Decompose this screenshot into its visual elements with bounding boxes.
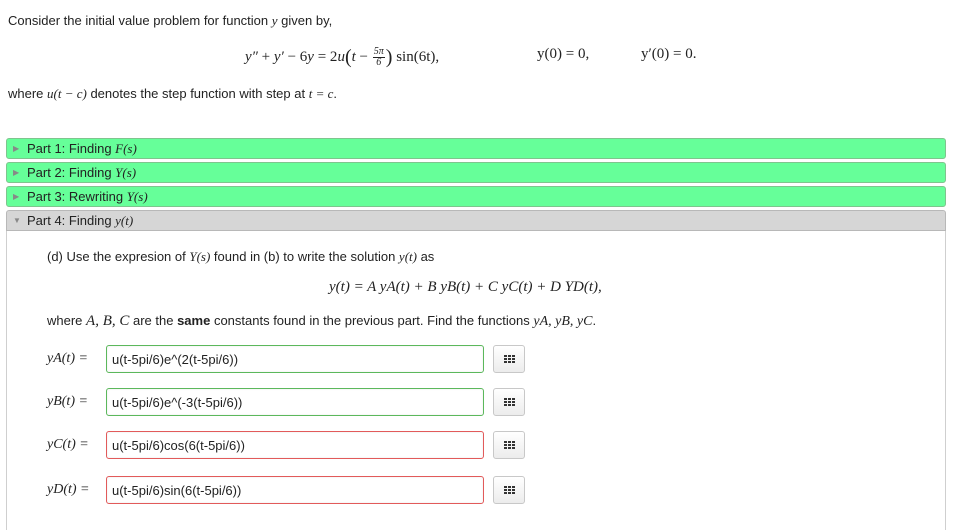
constants-bold: same (177, 313, 211, 328)
triangle-right-icon: ▶ (13, 192, 20, 201)
where-expr: u(t − c) (47, 86, 87, 101)
answer-row-yc (47, 431, 527, 461)
y-term: y (307, 49, 314, 65)
answer-label-ya: yA(t) = (47, 351, 88, 366)
part-4-math: y(t) (115, 212, 134, 228)
part-4-body (6, 231, 946, 530)
paren-open: ( (344, 46, 352, 68)
part-2-math: Y(s) (115, 164, 137, 180)
fraction-denominator: 6 (376, 56, 382, 68)
constants-note (47, 313, 596, 330)
answer-row-ya (47, 345, 527, 375)
step-function-u: u (337, 49, 345, 65)
intro-prefix: Consider the initial value problem for function (8, 13, 272, 28)
question-Ys: Y(s) (189, 249, 211, 264)
question-mid: found in (b) to write the solution (210, 249, 399, 264)
paren-close: ) (385, 46, 393, 68)
constants-suffix: constants found in the previous part. Find the functions (210, 313, 534, 328)
part-1-header[interactable] (6, 138, 946, 159)
initial-condition-y: y(0) = 0, (537, 46, 590, 62)
eq-equals-two: = 2 (313, 49, 338, 65)
part-2-label (27, 165, 136, 181)
part-3-math: Y(s) (126, 188, 148, 204)
eq-minus-six: − 6 (283, 49, 308, 65)
intro-suffix: given by, (277, 13, 333, 28)
answer-input-yc[interactable] (106, 431, 484, 459)
matrix-grid-icon (504, 441, 515, 449)
answer-input-yb[interactable] (106, 388, 484, 416)
triangle-right-icon: ▶ (13, 144, 20, 153)
y-second-derivative: y″ (245, 49, 258, 65)
constants-prefix: where (47, 313, 87, 328)
eq-plus: + (257, 49, 274, 65)
eq-minus: − (355, 49, 372, 65)
where-middle: denotes the step function with step at (86, 86, 309, 101)
matrix-button-yc[interactable] (493, 431, 525, 459)
solution-equation: y(t) = A yA(t) + B yB(t) + C yC(t) + D YD(t), (329, 279, 602, 295)
constants-end: . (592, 313, 597, 328)
matrix-grid-icon (504, 398, 515, 406)
fraction-numerator: 5π (373, 45, 384, 57)
y-first-derivative: y′ (273, 49, 284, 65)
initial-condition-yprime: y′(0) = 0. (641, 46, 697, 62)
where-prefix: where (8, 86, 48, 101)
part-2-header[interactable] (6, 162, 946, 183)
part-3-text: Part 3: Rewriting (27, 188, 127, 204)
question-yt: y(t) (398, 249, 417, 264)
question-suffix: as (416, 249, 435, 264)
where-suffix: . (333, 86, 337, 101)
part-4-label (27, 213, 133, 229)
where-eq: t = c (308, 86, 334, 101)
answer-label-yb: yB(t) = (47, 394, 88, 409)
matrix-grid-icon (504, 486, 515, 494)
fraction-5pi-6 (373, 47, 385, 68)
intro-var: y (271, 13, 278, 28)
answer-row-yd (47, 476, 527, 506)
matrix-grid-icon (504, 355, 515, 363)
part-1-math: F(s) (115, 140, 137, 156)
triangle-down-icon: ▼ (13, 216, 21, 225)
matrix-button-yb[interactable] (493, 388, 525, 416)
problem-intro (8, 13, 332, 29)
answer-input-yd[interactable] (106, 476, 484, 504)
triangle-right-icon: ▶ (13, 168, 20, 177)
answer-label-yc: yC(t) = (47, 437, 89, 452)
part-1-label (27, 141, 137, 157)
answer-input-ya[interactable] (106, 345, 484, 373)
answer-label-yd: yD(t) = (47, 482, 90, 497)
part-1-text: Part 1: Finding (27, 140, 116, 156)
functions-list: yA, yB, yC (533, 314, 593, 329)
part-2-text: Part 2: Finding (27, 164, 116, 180)
sine-term: sin(6t), (392, 49, 440, 65)
question-prefix: (d) Use the expresion of (47, 249, 190, 264)
part-4-text: Part 4: Finding (27, 212, 116, 228)
differential-equation (0, 46, 956, 76)
part-3-header[interactable] (6, 186, 946, 207)
question-text (47, 249, 434, 265)
part-4-header[interactable] (6, 210, 946, 231)
constants-mid: are the (129, 313, 178, 328)
matrix-button-ya[interactable] (493, 345, 525, 373)
part-3-label (27, 189, 148, 205)
t-var: t (351, 49, 356, 65)
matrix-button-yd[interactable] (493, 476, 525, 504)
ode-equation (245, 46, 439, 69)
step-function-note (8, 86, 337, 102)
constants-names: A, B, C (86, 313, 130, 329)
answer-row-yb (47, 388, 527, 418)
